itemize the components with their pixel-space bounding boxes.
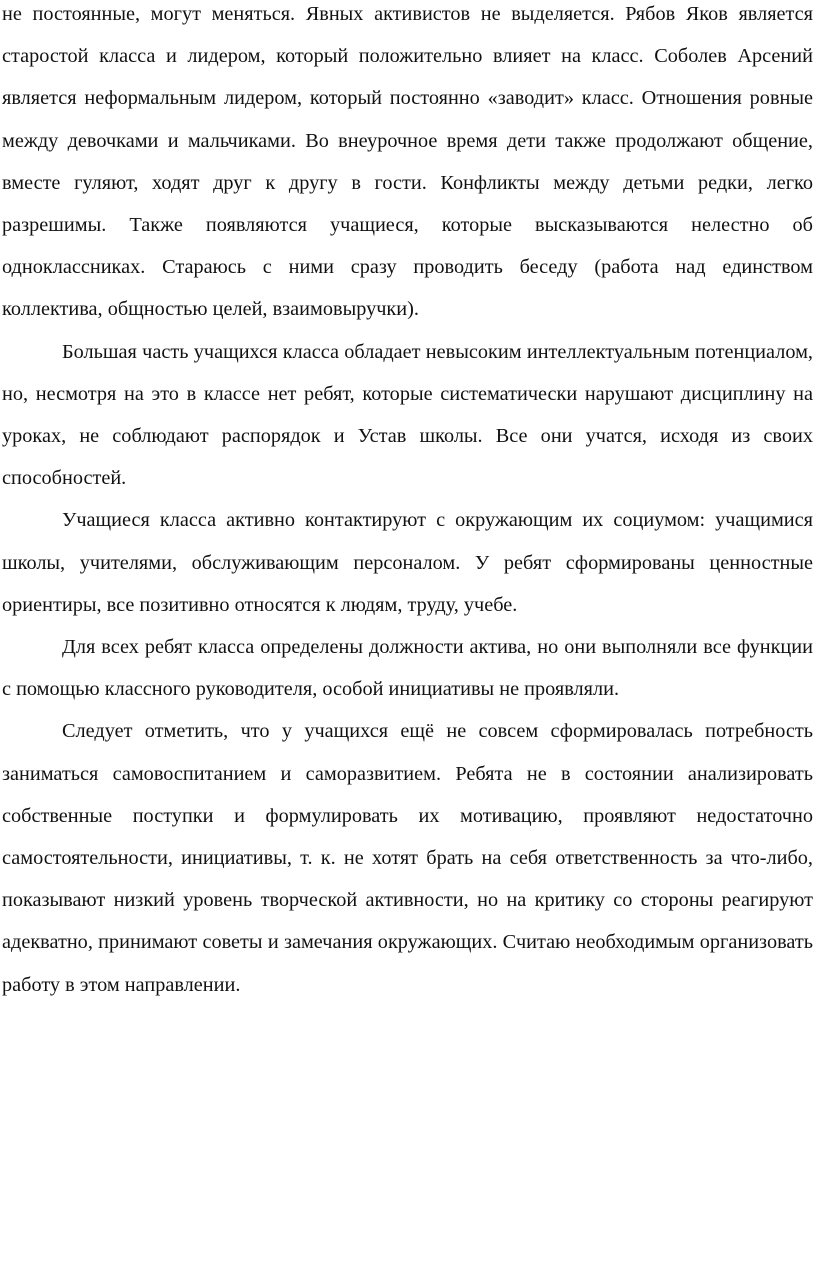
paragraph-social-contacts: Учащиеся класса активно контактируют с окружающим их социумом: учащимися школы, учителями, обслуживающим персоналом. У ребят сформированы ценностные ориентиры, все позитивно относятся к людям, труду, учебе. [2, 509, 813, 616]
paragraph-class-activists: Для всех ребят класса определены должности актива, но они выполняли все функции с помощью классного руководителя, особой инициативы не проявляли. [2, 636, 813, 701]
paragraph-continued: не постоянные, могут меняться. Явных активистов не выделяется. Рябов Яков является старостой класса и лидером, который положительно влияет на класс. Соболев Арсений является неформальным лидером, который постоянно «заводит» класс. Отношения ровные между девочками и мальчиками. Во внеурочное время дети также продолжают общение, вместе гуляют, ходят друг к другу в гости. Конфликты между детьми редки, легко разрешимы. Также появляются учащиеся, которые высказываются нелестно об одноклассниках. Стараюсь с ними сразу проводить беседу (работа над единством коллектива, общностью целей, взаимовыручки). [2, 3, 813, 321]
paragraph-self-education: Следует отметить, что у учащихся ещё не совсем сформировалась потребность заниматься самовоспитанием и саморазвитием. Ребята не в состоянии анализировать собственные поступки и формулировать их мотивацию, проявляют недостаточно самостоятельности, инициативы, т. к. не хотят брать на себя ответственность за что-либо, показывают низкий уровень творческой активности, но на критику со стороны реагируют адекватно, принимают советы и замечания окружающих. Считаю необходимым организовать работу в этом направлении. [2, 720, 813, 996]
paragraph-intellectual-potential: Большая часть учащихся класса обладает невысоким интеллектуальным потенциалом, но, несмотря на это в классе нет ребят, которые систематически нарушают дисциплину на уроках, не соблюдают распорядок и Устав школы. Все они учатся, исходя из своих способностей. [2, 340, 813, 490]
